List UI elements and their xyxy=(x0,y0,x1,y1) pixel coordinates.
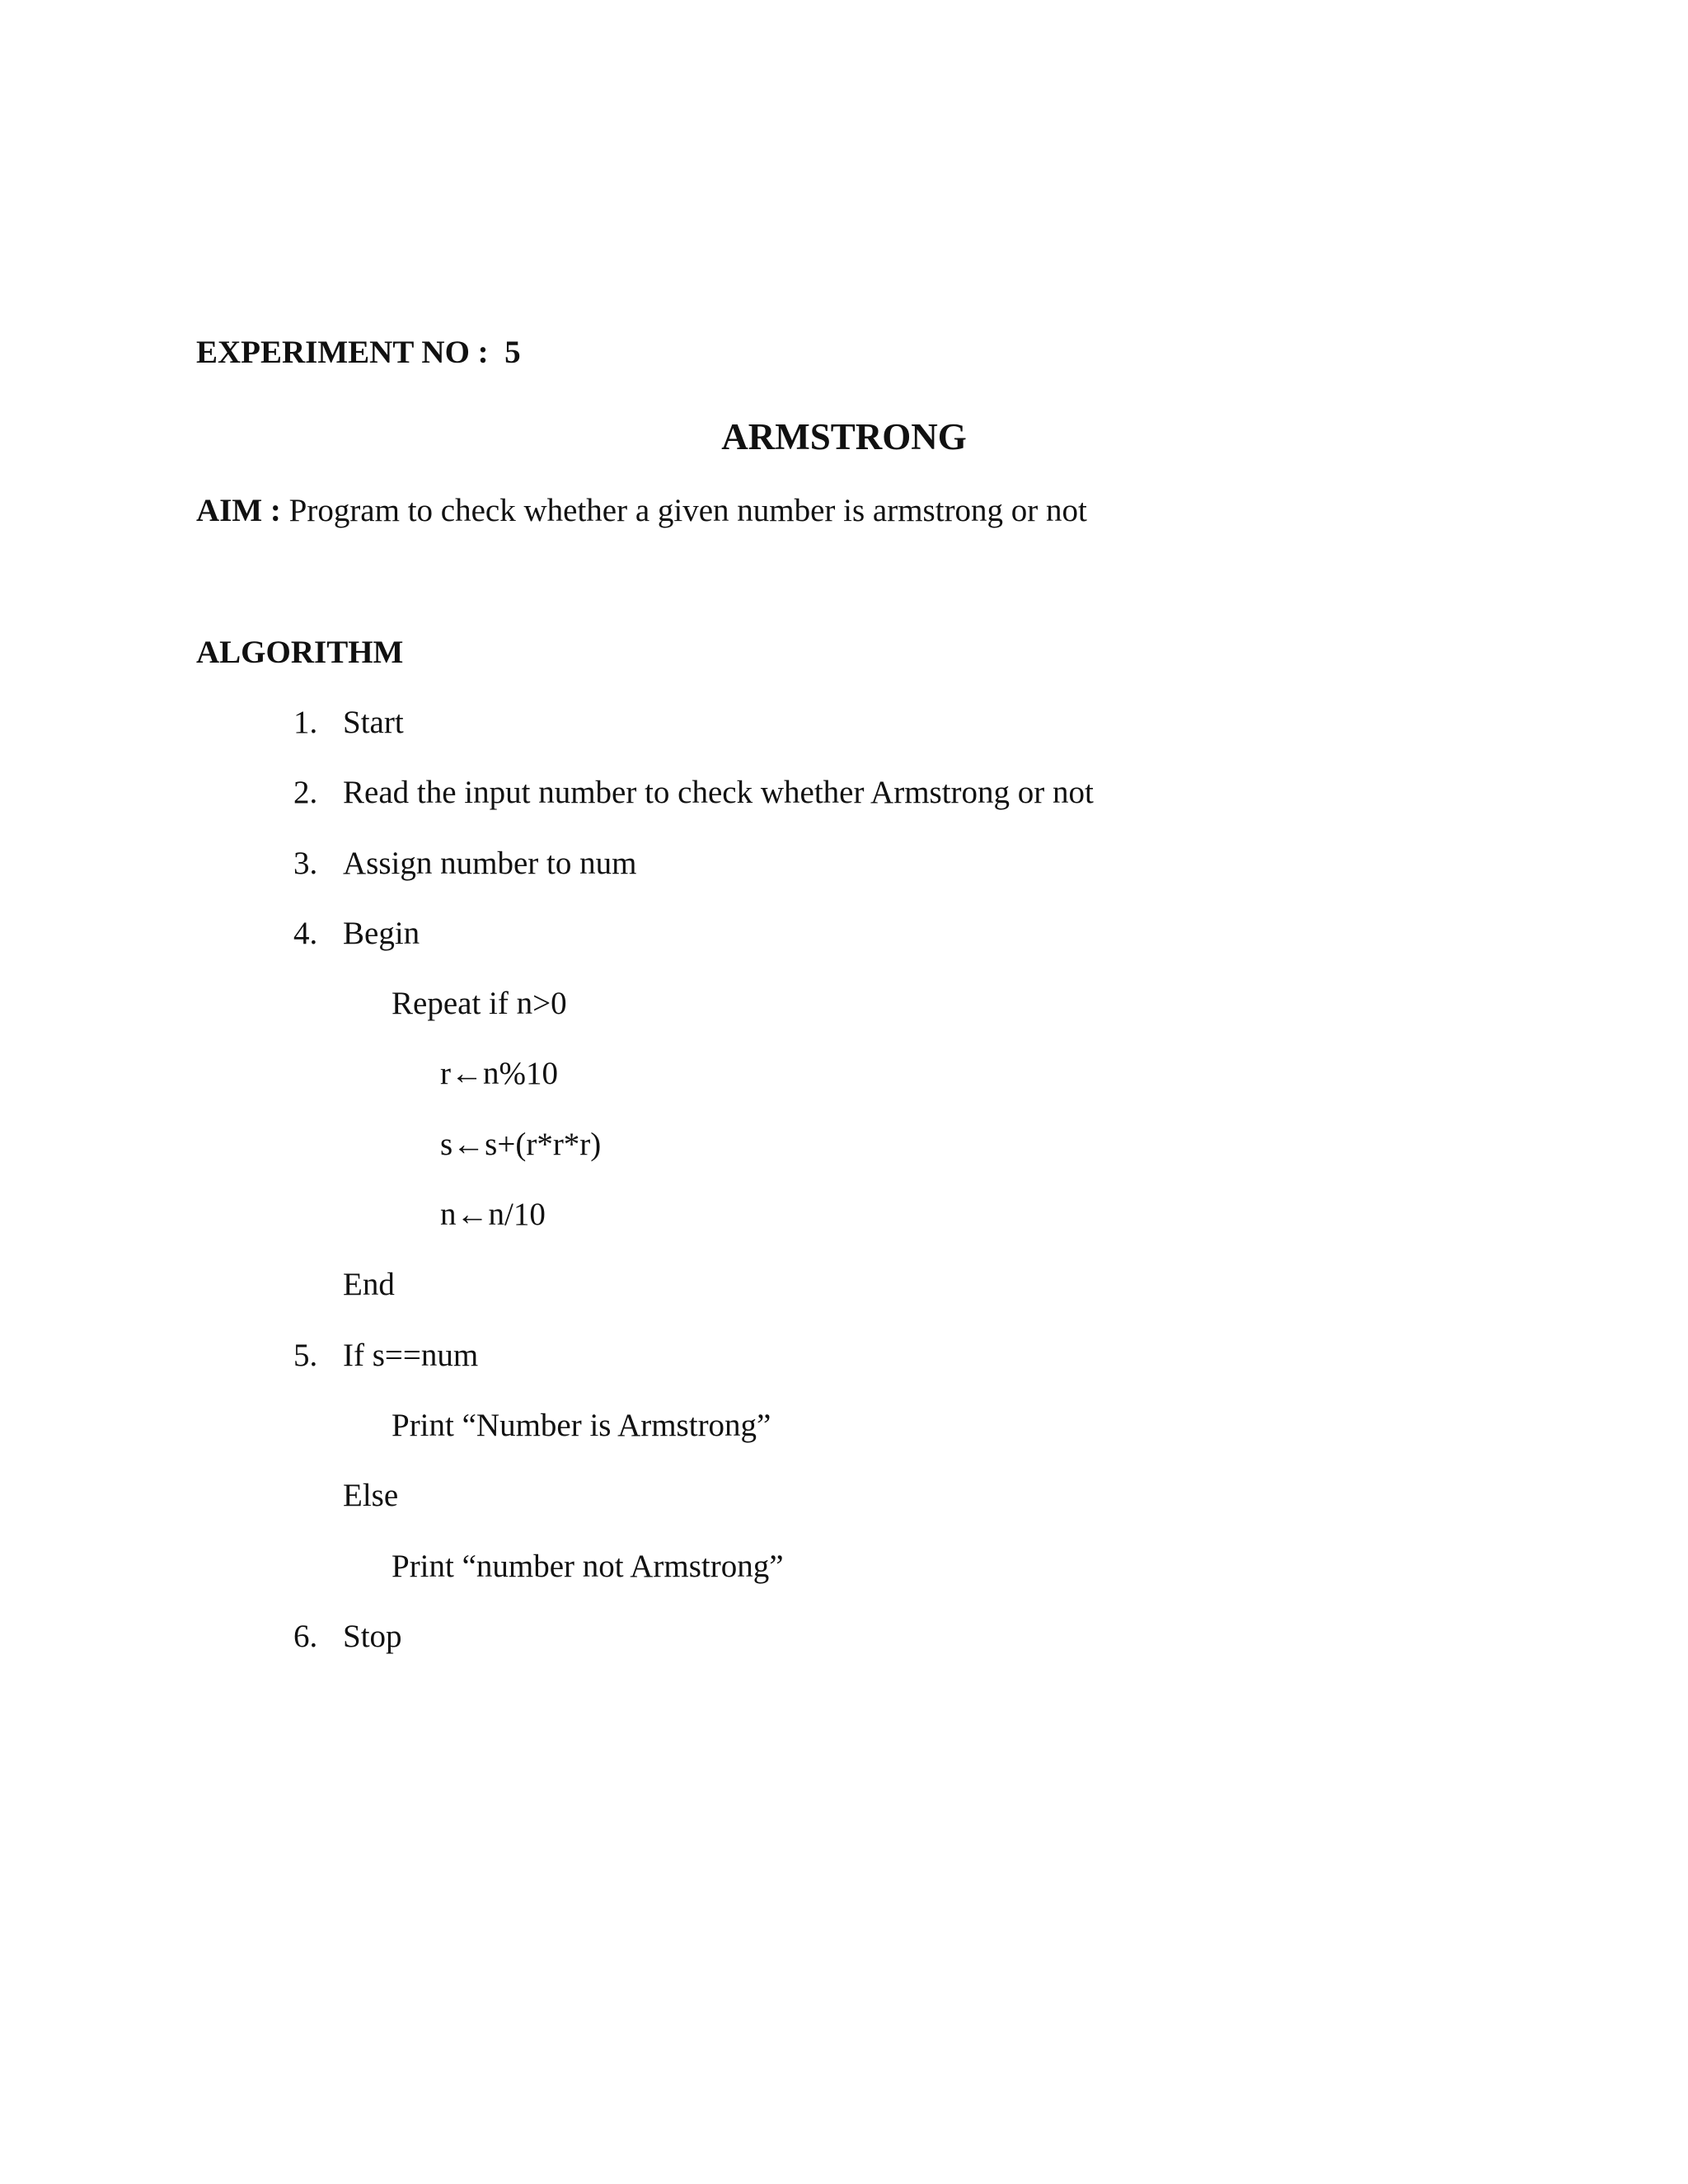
algorithm-step xyxy=(293,847,636,879)
step-text: Stop xyxy=(343,1619,402,1654)
loop-end: End xyxy=(343,1267,395,1302)
branch-then: Print “Number is Armstrong” xyxy=(392,1408,771,1443)
algorithm-step xyxy=(293,917,420,949)
branch-else: Else xyxy=(343,1478,399,1513)
step-number: 5. xyxy=(293,1338,318,1373)
step-text: Start xyxy=(343,705,404,740)
algorithm-step xyxy=(293,706,404,738)
loop-body-line: r←n%10 xyxy=(440,1056,558,1091)
experiment-number: 5 xyxy=(504,335,521,370)
algorithm-heading: ALGORITHM xyxy=(196,635,404,670)
step-number: 1. xyxy=(293,705,318,740)
loop-body-line: s←s+(r*r*r) xyxy=(440,1127,602,1162)
aim-label: AIM : xyxy=(196,493,281,528)
step-text: Read the input number to check whether Armstrong or not xyxy=(343,775,1094,810)
step-text: Assign number to num xyxy=(343,846,637,881)
algorithm-step xyxy=(293,1620,402,1652)
document-title: ARMSTRONG xyxy=(721,416,967,457)
step-number: 3. xyxy=(293,846,318,881)
experiment-label: EXPERIMENT NO : xyxy=(196,335,489,370)
step-number: 4. xyxy=(293,916,318,951)
aim-line xyxy=(196,494,1087,527)
aim-text: Program to check whether a given number is armstrong or not xyxy=(288,493,1087,528)
loop-body-line: n←n/10 xyxy=(440,1197,546,1232)
algorithm-step xyxy=(293,1339,478,1371)
experiment-header xyxy=(196,336,521,368)
step-text: Begin xyxy=(343,916,420,951)
algorithm-step xyxy=(293,776,1094,808)
step-number: 2. xyxy=(293,775,318,810)
loop-repeat: Repeat if n>0 xyxy=(392,986,567,1021)
branch-else-body: Print “number not Armstrong” xyxy=(392,1549,784,1584)
step-text: If s==num xyxy=(343,1338,479,1373)
step-number: 6. xyxy=(293,1619,318,1654)
